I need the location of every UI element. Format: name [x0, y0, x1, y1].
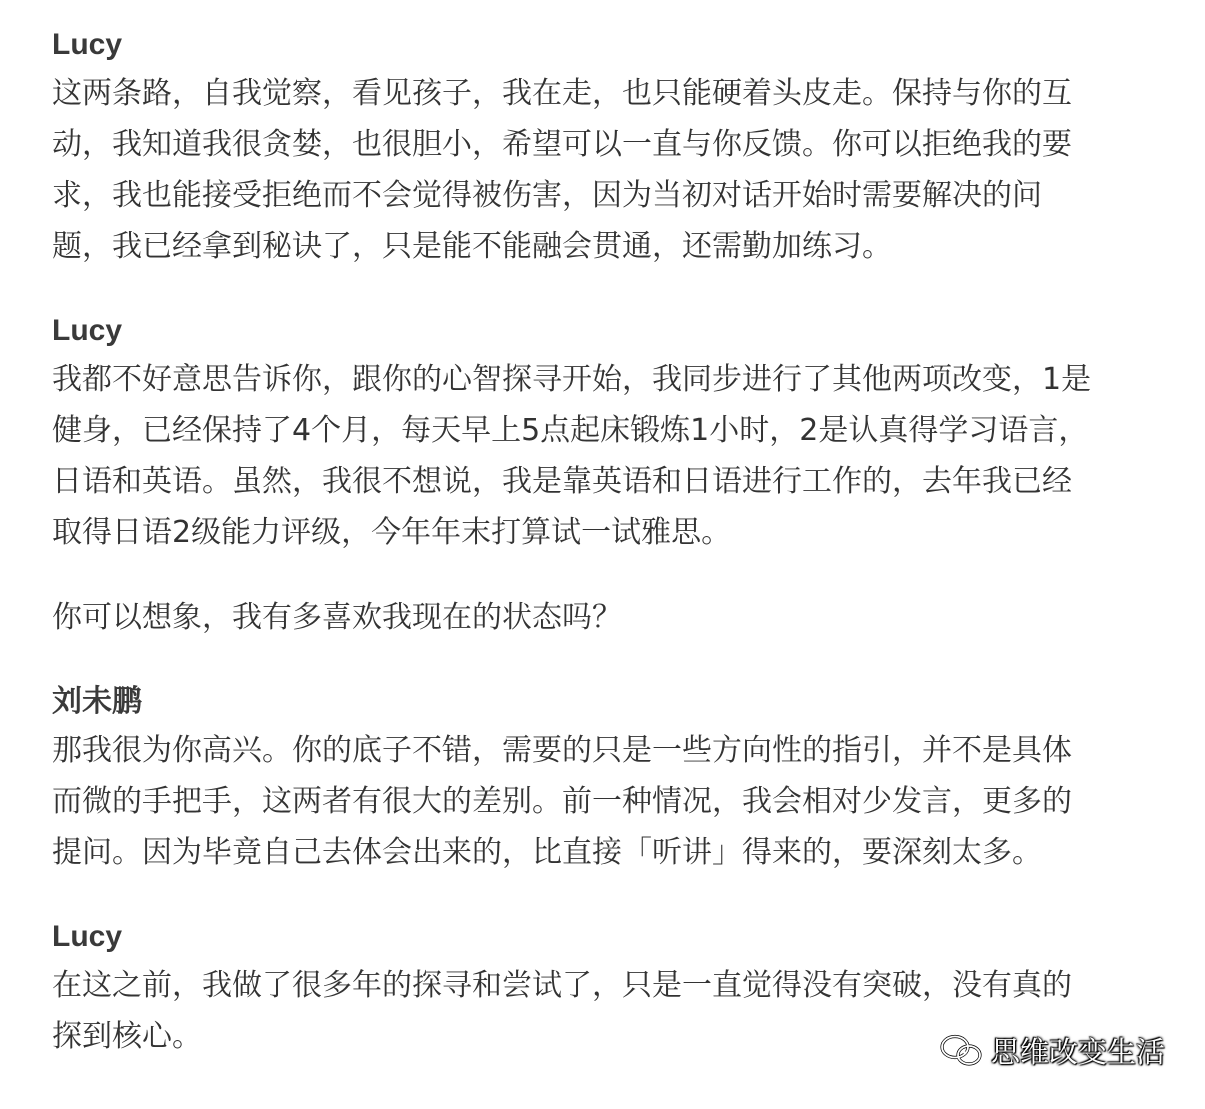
spacer: [52, 272, 1162, 308]
speaker-name: 刘未鹏: [52, 685, 142, 718]
text-line: 动，我知道我很贪婪，也很胆小，希望可以一直与你反馈。你可以拒绝我的要: [52, 127, 1072, 162]
watermark: [939, 1030, 1165, 1071]
text-line: 探到核心。: [52, 1019, 202, 1054]
message-paragraph: [52, 354, 1162, 558]
text-line: 提问。因为毕竟自己去体会出来的，比直接「听讲」得来的，要深刻太多。: [52, 835, 1042, 870]
text-line: 在这之前，我做了很多年的探寻和尝试了，只是一直觉得没有突破，没有真的: [52, 968, 1072, 1003]
spacer: [52, 643, 1162, 679]
message-block: [52, 308, 1162, 643]
text-line: 这两条路，自我觉察，看见孩子，我在走，也只能硬着头皮走。保持与你的互: [52, 76, 1072, 111]
conversation: [52, 22, 1162, 1062]
text-line: 那我很为你高兴。你的底子不错，需要的只是一些方向性的指引，并不是具体: [52, 733, 1072, 768]
spacer: [52, 878, 1162, 914]
speaker-name: Lucy: [52, 314, 123, 347]
message-block: [52, 22, 1162, 272]
text-line: 我都不好意思告诉你，跟你的心智探寻开始，我同步进行了其他两项改变，1是: [52, 362, 1092, 397]
text-line: 你可以想象，我有多喜欢我现在的状态吗？: [52, 600, 622, 635]
message-paragraph: [52, 592, 1162, 643]
text-line: 题，我已经拿到秘诀了，只是能不能融会贯通，还需勤加练习。: [52, 229, 892, 264]
message-paragraph: [52, 68, 1162, 272]
text-line: 健身，已经保持了4个月，每天早上5点起床锻炼1小时，2是认真得学习语言，: [52, 413, 1089, 448]
wechat-icon: [939, 1033, 985, 1069]
speaker-name: Lucy: [52, 28, 123, 61]
text-line: 而微的手把手，这两者有很大的差别。前一种情况，我会相对少发言，更多的: [52, 784, 1072, 819]
text-line: 取得日语2级能力评级，今年年末打算试一试雅思。: [52, 515, 732, 550]
message-paragraph: [52, 725, 1162, 878]
message-block: [52, 679, 1162, 878]
watermark-text: 思维改变生活: [990, 1035, 1165, 1069]
text-line: 求，我也能接受拒绝而不会觉得被伤害，因为当初对话开始时需要解决的问: [52, 178, 1042, 213]
text-line: 日语和英语。虽然，我很不想说，我是靠英语和日语进行工作的，去年我已经: [52, 464, 1072, 499]
spacer: [52, 558, 1162, 592]
speaker-name: Lucy: [52, 920, 123, 953]
